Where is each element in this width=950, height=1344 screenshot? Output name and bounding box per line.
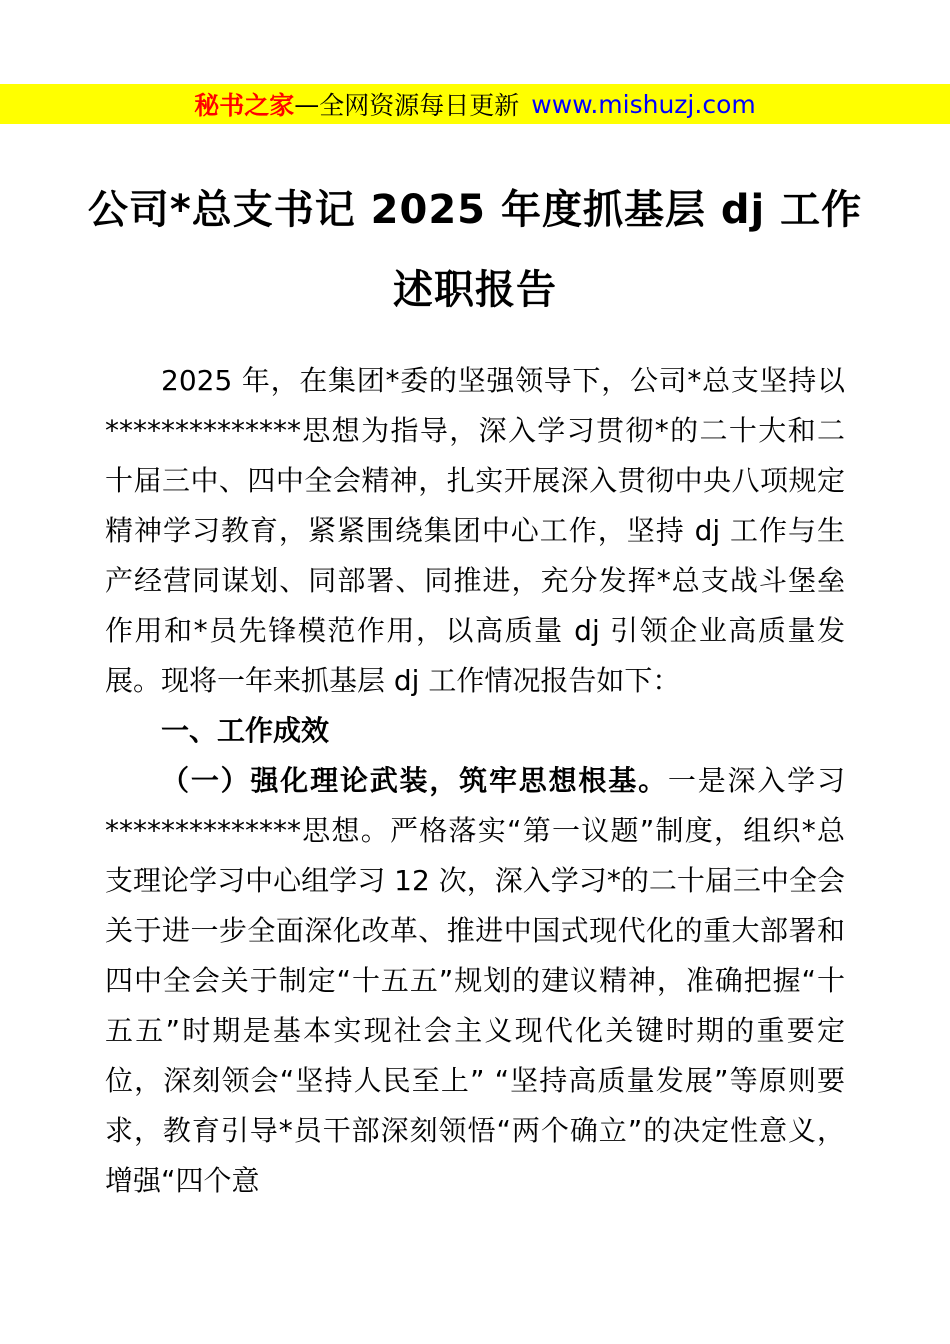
banner-separator: — (294, 89, 320, 119)
banner-url-link[interactable]: www.mishuzj.com (531, 89, 756, 119)
paragraph-section-1-text: 一是深入学习**************思想。严格落实“第一议题”制度，组织*总支理论学习中心组学习 12 次，深入学习*的二十届三中全会关于进一步全面深化改革、推进中国式现代化的重大部署和四中全会关于制定“十五五”规划的建议精神，准确把握“十五五”时期是基本实现社会主义现代化关键时期的重要定位，深刻领会“坚持人民至上” “坚持高质量发展”等原则要求，教育引导*员干部深刻领悟“两个确立”的决定性意义，增强“四个意 (105, 764, 845, 1197)
site-banner (0, 84, 950, 124)
paragraph-section-1 (105, 756, 845, 1206)
document-body (0, 356, 950, 1206)
paragraph-section-1-lead: （一）强化理论武装，筑牢思想根基。 (161, 764, 668, 797)
site-name: 秘书之家 (194, 91, 295, 120)
paragraph-intro: 2025 年，在集团*委的坚强领导下，公司*总支坚持以**************思想为指导，深入学习贯彻*的二十大和二十届三中、四中全会精神，扎实开展深入贯彻中央八项规定精神学习教育，紧紧围绕集团中心工作，坚持 dj 工作与生产经营同谋划、同部署、同推进，充分发挥*总支战斗堡垒作用和*员先锋模范作用，以高质量 dj 引领企业高质量发展。现将一年来抓基层 dj 工作情况报告如下： (105, 364, 845, 697)
banner-tagline: 全网资源每日更新 (319, 91, 520, 120)
title-line-1: 公司*总支书记 2025 年度抓基层 dj 工作 (87, 187, 863, 233)
title-line-2: 述职报告 (393, 267, 557, 313)
document-title (0, 170, 950, 330)
section-heading: 一、工作成效 (161, 714, 330, 747)
